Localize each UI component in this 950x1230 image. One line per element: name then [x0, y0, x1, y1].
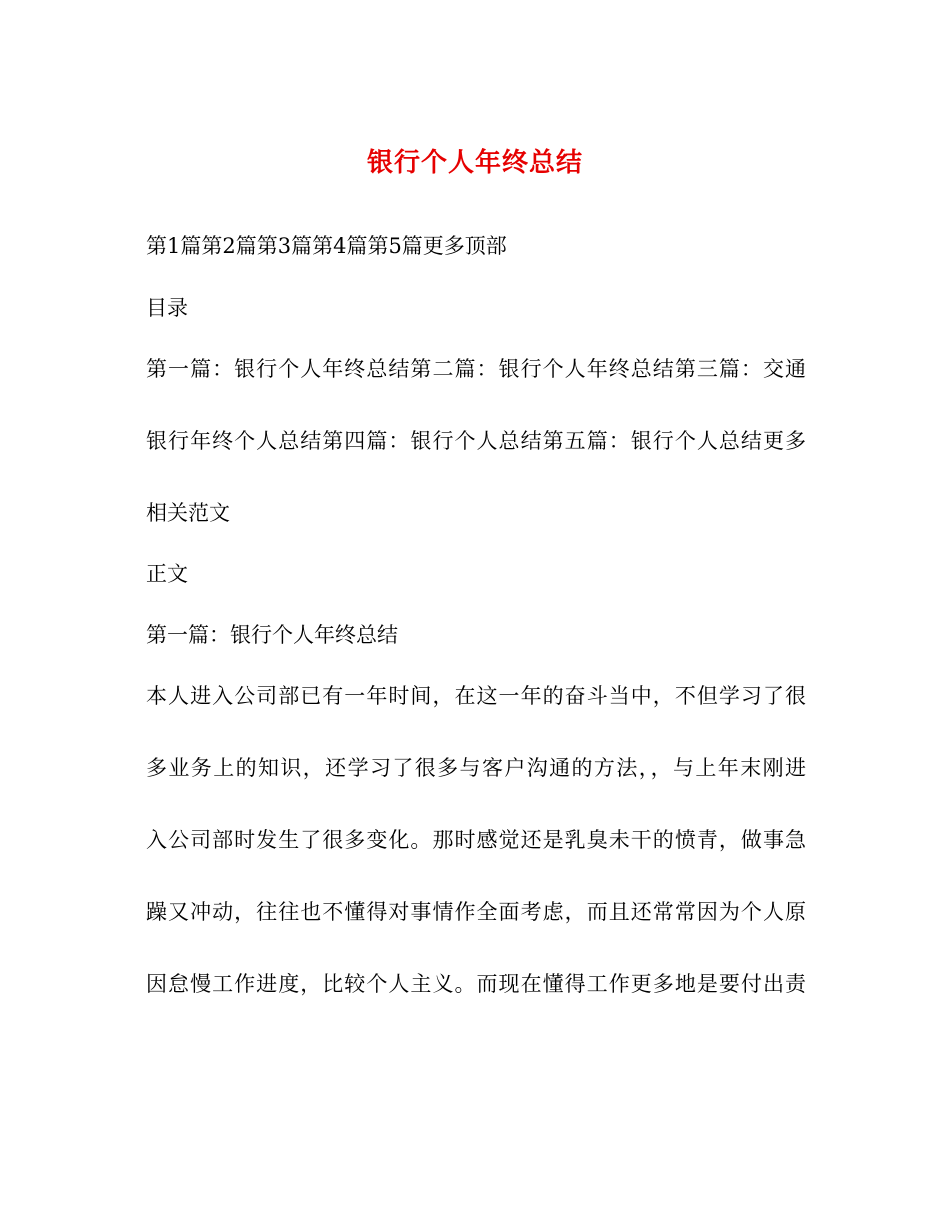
body-line-5: 因怠慢工作进度，比较个人主义。而现在懂得工作更多地是要付出责 — [146, 972, 806, 996]
toc-heading: 目录 — [146, 296, 188, 320]
body-line-4: 躁又冲动，往往也不懂得对事情作全面考虑，而且还常常因为个人原 — [146, 900, 806, 924]
toc-line-1: 第一篇：银行个人年终总结第二篇：银行个人年终总结第三篇：交通 — [146, 357, 806, 381]
body-line-3: 入公司部时发生了很多变化。那时感觉还是乳臭未干的愤青，做事急 — [146, 828, 806, 852]
section-heading: 第一篇：银行个人年终总结 — [146, 623, 398, 647]
nav-line: 第1篇第2篇第3篇第4篇第5篇更多顶部 — [146, 234, 507, 258]
toc-line-3: 相关范文 — [146, 501, 230, 525]
body-line-2: 多业务上的知识，还学习了很多与客户沟通的方法，，与上年末刚进 — [146, 756, 806, 780]
body-heading: 正文 — [146, 562, 188, 586]
toc-line-2: 银行年终个人总结第四篇：银行个人总结第五篇：银行个人总结更多 — [146, 429, 806, 453]
body-line-1: 本人进入公司部已有一年时间，在这一年的奋斗当中，不但学习了很 — [146, 684, 806, 708]
document-title: 银行个人年终总结 — [366, 148, 583, 178]
